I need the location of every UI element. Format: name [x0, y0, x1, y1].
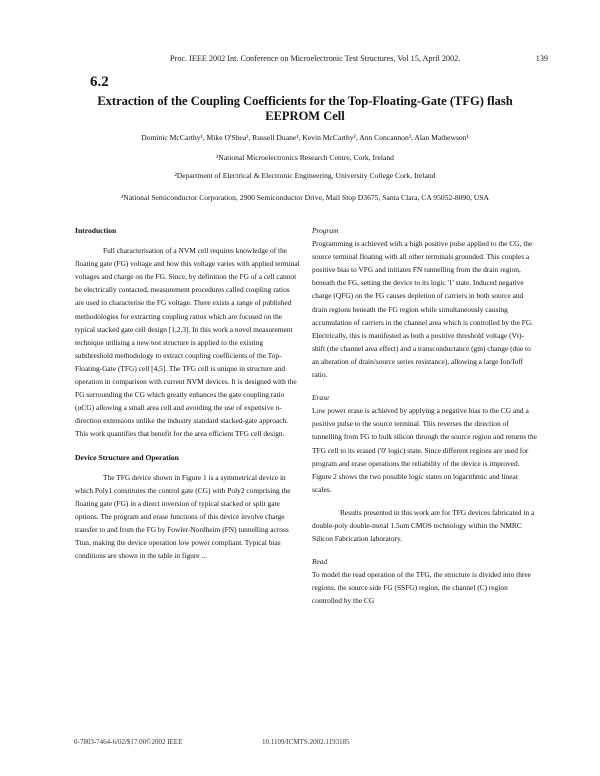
- results-paragraph: Results presented in this work are for TFG devices fabricated in a double-poly double-metal 1.5um CMOS technology within the NMRC Silicon Fabrication laboratory.: [312, 507, 535, 544]
- program-heading: Program: [312, 226, 339, 235]
- erase-heading: Erase: [312, 393, 330, 403]
- running-header: Proc. IEEE 2002 Int. Conference on Microelectronic Test Structures, Vol 15, April 2002.: [170, 54, 461, 63]
- introduction-heading: Introduction: [75, 226, 117, 235]
- erase-paragraph: Low power erase is achieved by applying a negative bias to the CG and a positive pulse to the source terminal. This reverses the direction of tunnelling from FG to bulk silicon through the source region and returns the TFG cell to its erased ('0' logic) state. Since different regions are used for program and erase operations the reliability of the device is improved. Figure 2 shows the two possible logic states on logarithmic and linear scales.: [312, 406, 537, 494]
- author-list: Dominic McCarthy¹, Mike O'Shea², Russell Duane¹, Kevin McCarthy², Ann Concannon³, Alan Mathewson¹: [141, 133, 469, 142]
- affiliation-1: ¹National Microelectronics Research Centre, Cork, Ireland: [216, 153, 394, 162]
- device-structure-heading: Device Structure and Operation: [75, 452, 179, 462]
- section-number: 6.2: [90, 74, 109, 90]
- paper-title: Extraction of the Coupling Coefficients for the Top-Floating-Gate (TFG) flash EEPROM Cell: [97, 94, 513, 123]
- affiliation-3: ³National Semiconductor Corporation, 2900 Semiconductor Drive, Mail Stop D3675, Santa Clara, CA 95052-8090, USA: [121, 193, 489, 202]
- affiliation-2: ²Department of Electrical & Electronic Engineering, University College Cork, Ireland: [174, 171, 436, 180]
- left-column: [75, 224, 300, 572]
- footer-isbn: 0-7803-7464-6/02/$17.00©2002 IEEE: [74, 738, 183, 746]
- read-paragraph: To model the read operation of the TFG, the structure is divided into three regions, the source side FG (SSFG) region, the channel (C) region controlled by the CG: [312, 570, 531, 606]
- page-number: 139: [535, 54, 548, 63]
- program-paragraph: Programming is achieved with a high positive pulse applied to the CG, the source terminal floating with all other terminals grounded. This couples a positive bias to VFG and initiates FN tunnelling from the drain region, beneath the FG, setting the device to its logic '1' state. Induced negative charge (QFG) on the FG causes depletion of carriers in both source and drain regions beneath the FG region while simultaneously causing accumulation of carriers in the channel area which is controlled by the FG. Electrically, this is manifested as both a positive threshold voltage (Vt)-shift (the channel area effect) and a transconductance (gm) change (due to an alteration of drain/source series resistance), allowing a large Ion/Ioff ratio.: [312, 239, 534, 380]
- read-heading: Read: [312, 557, 328, 567]
- right-column: [312, 224, 537, 618]
- introduction-paragraph: Full characterisation of a NVM cell requires knowledge of the floating gate (FG) voltage and how this voltage varies with applied terminal voltages and charge on the FG. Since, by definition the FG of a cell cannot be electrically contacted, measurement procedures called coupling ratios are used to characterise the FG voltage. There exists a range of published methodologies for extracting coupling ratios which are focused on the typical stacked gate cell design [1,2,3]. In this work a novel measurement technique utilising a new test structure is applied to the existing subthreshold methodology to extract coupling coefficients of the Top-Floating-Gate (TFG) cell [4,5]. The TFG cell is unique in structure and operation in comparison with current NVM devices. It is designed with the FG surrounding the CG which greatly enhances the gate coupling ratio (αCG) allowing a small area cell and avoiding the use of expensive n-direction extensions unlike the industry standard stacked-gate approach. This work quantifies that benefit for the area efficient TFG cell design.: [75, 246, 300, 439]
- footer-doi: 10.1109/ICMTS.2002.1193185: [262, 738, 350, 746]
- device-structure-paragraph: The TFG device shown in Figure 1 is a symmetrical device in which Poly1 constitutes the control gate (CG) with Poly2 comprising the floating gate (FG) in a direct inversion of typical stacked or split gate options. The program and erase functions of this device involve charge transfer to and from the FG by Fowler-Nordheim (FN) tunnelling across Ttun, making the device operation low power compliant. Typical bias conditions are shown in the table in figure ...: [75, 472, 291, 561]
